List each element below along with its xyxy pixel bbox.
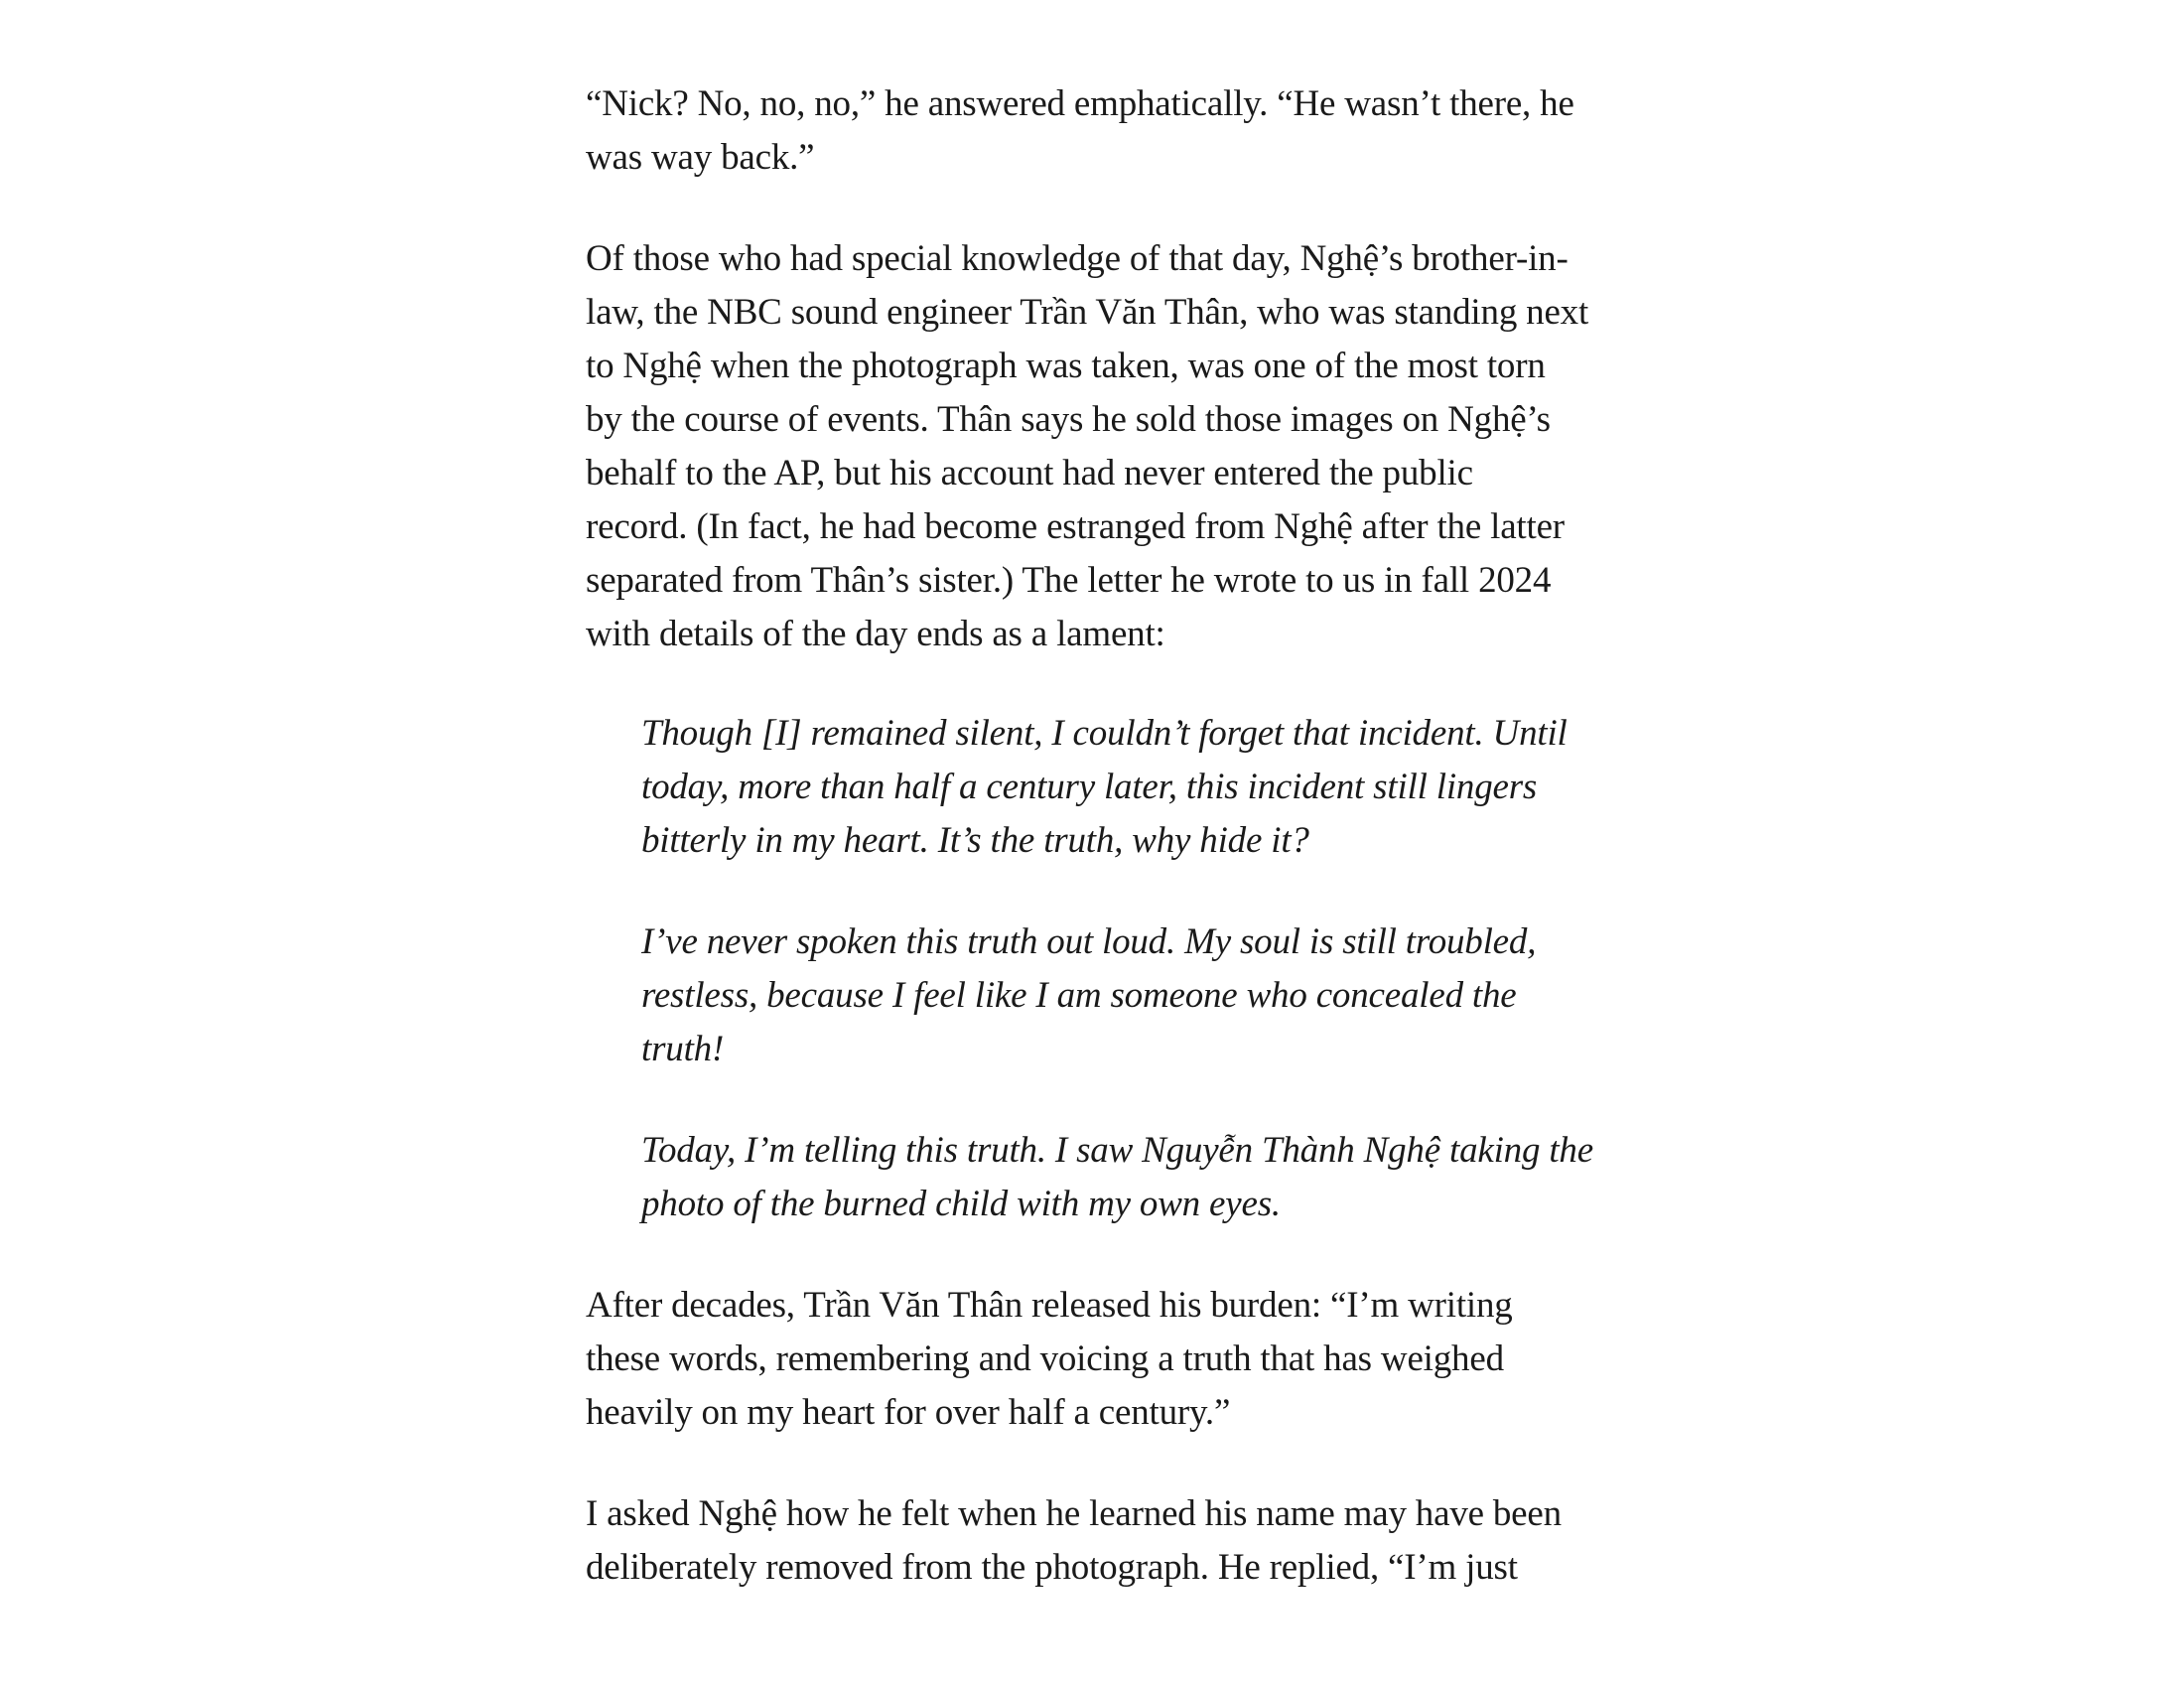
- text-line: by the course of events. Thân says he sold those images on Nghệ’s: [586, 399, 1551, 440]
- text-line: law, the NBC sound engineer Trần Văn Thân, who was standing next: [586, 292, 1589, 333]
- text-line: heavily on my heart for over half a century.”: [586, 1392, 1231, 1433]
- quote-line: photo of the burned child with my own eyes.: [641, 1184, 1281, 1224]
- text-line: was way back.”: [586, 137, 815, 178]
- text-line: these words, remembering and voicing a truth that has weighed: [586, 1338, 1504, 1379]
- quote-line: today, more than half a century later, this incident still lingers: [641, 767, 1538, 807]
- text-line: with details of the day ends as a lament:: [586, 614, 1165, 654]
- quote-line: restless, because I feel like I am someone who concealed the: [641, 975, 1517, 1016]
- quote-line: truth!: [641, 1029, 725, 1069]
- quote-line: bitterly in my heart. It’s the truth, why hide it?: [641, 820, 1309, 861]
- text-line: deliberately removed from the photograph. He replied, “I’m just: [586, 1547, 1518, 1588]
- quote-line: Today, I’m telling this truth. I saw Nguyễn Thành Nghệ taking the: [641, 1130, 1593, 1171]
- quote-line: Though [I] remained silent, I couldn’t forget that incident. Until: [641, 713, 1568, 754]
- text-line: behalf to the AP, but his account had never entered the public: [586, 453, 1473, 493]
- text-line: Of those who had special knowledge of that day, Nghệ’s brother-in-: [586, 238, 1569, 279]
- text-line: I asked Nghệ how he felt when he learned his name may have been: [586, 1493, 1562, 1534]
- text-line: record. (In fact, he had become estranged from Nghệ after the latter: [586, 506, 1565, 547]
- text-line: “Nick? No, no, no,” he answered emphatically. “He wasn’t there, he: [586, 83, 1574, 124]
- text-line: to Nghệ when the photograph was taken, was one of the most torn: [586, 346, 1546, 386]
- text-line: separated from Thân’s sister.) The letter he wrote to us in fall 2024: [586, 560, 1552, 601]
- text-line: After decades, Trần Văn Thân released his burden: “I’m writing: [586, 1285, 1513, 1326]
- quote-line: I’ve never spoken this truth out loud. My soul is still troubled,: [641, 921, 1537, 962]
